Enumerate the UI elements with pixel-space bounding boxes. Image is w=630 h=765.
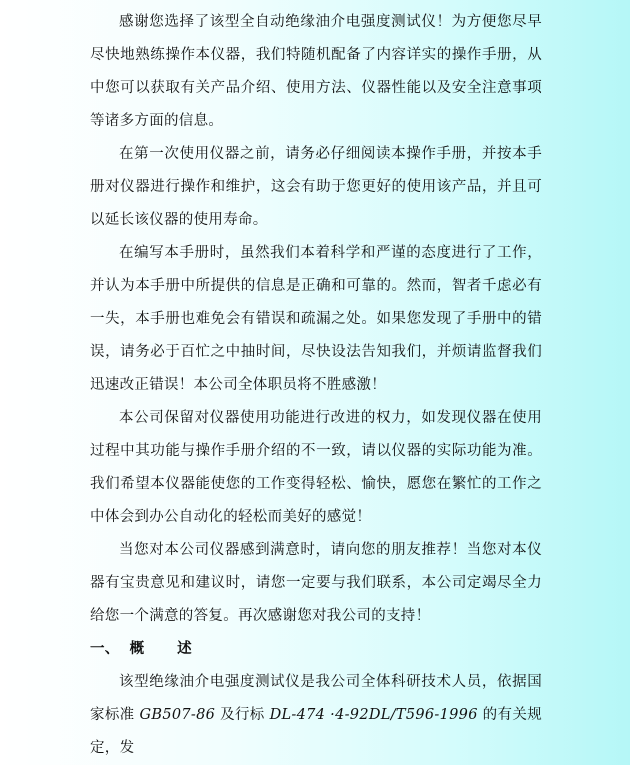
overview-text-1: 该型绝缘油介电强度测试仪是我公司全体科研技术人员，依据国家标准: [90, 674, 542, 723]
section-number: 一、: [90, 641, 120, 657]
overview-paragraph: [90, 666, 542, 765]
overview-text-2: 及行标: [215, 707, 270, 723]
overview-text-3: 的有关规定，发: [90, 707, 543, 756]
section-heading: [90, 633, 542, 666]
thanks-paragraph: 当您对本公司仪器感到满意时，请向您的朋友推荐！当您对本仪器有宝贵意见和建议时，请您一定要与我们联系，本公司定竭尽全力给您一个满意的答复。再次感谢您对我公司的支持！: [90, 542, 542, 624]
standard-gb: GB507-86: [139, 707, 216, 723]
section-title: 概 述: [129, 641, 206, 657]
errata-paragraph: 在编写本手册时，虽然我们本着科学和严谨的态度进行了工作，并认为本手册中所提供的信息是正确和可靠的。然而，智者千虑必有一失，本手册也难免会有错误和疏漏之处。如果您发现了手册中的错误，请务必于百忙之中抽时间，尽快设法告知我们，并烦请监督我们迅速改正错误！本公司全体职员将不胜感激！: [90, 245, 542, 393]
read-manual-paragraph: 在第一次使用仪器之前，请务必仔细阅读本操作手册，并按本手册对仪器进行操作和维护，这会有助于您更好的使用该产品，并且可以延长该仪器的使用寿命。: [90, 146, 542, 228]
rights-paragraph: 本公司保留对仪器使用功能进行改进的权力，如发现仪器在使用过程中其功能与操作手册介绍的不一致，请以仪器的实际功能为准。我们希望本仪器能使您的工作变得轻松、愉快，愿您在繁忙的工作之中体会到办公自动化的轻松而美好的感觉！: [90, 410, 542, 525]
standard-dl: DL-474 ·4-92DL/T596-1996: [269, 707, 478, 723]
intro-paragraph: 感谢您选择了该型全自动绝缘油介电强度测试仪！为方便您尽早尽快地熟练操作本仪器，我们特随机配备了内容详实的操作手册，从中您可以获取有关产品介绍、使用方法、仪器性能以及安全注意事项等诸多方面的信息。: [90, 14, 542, 129]
